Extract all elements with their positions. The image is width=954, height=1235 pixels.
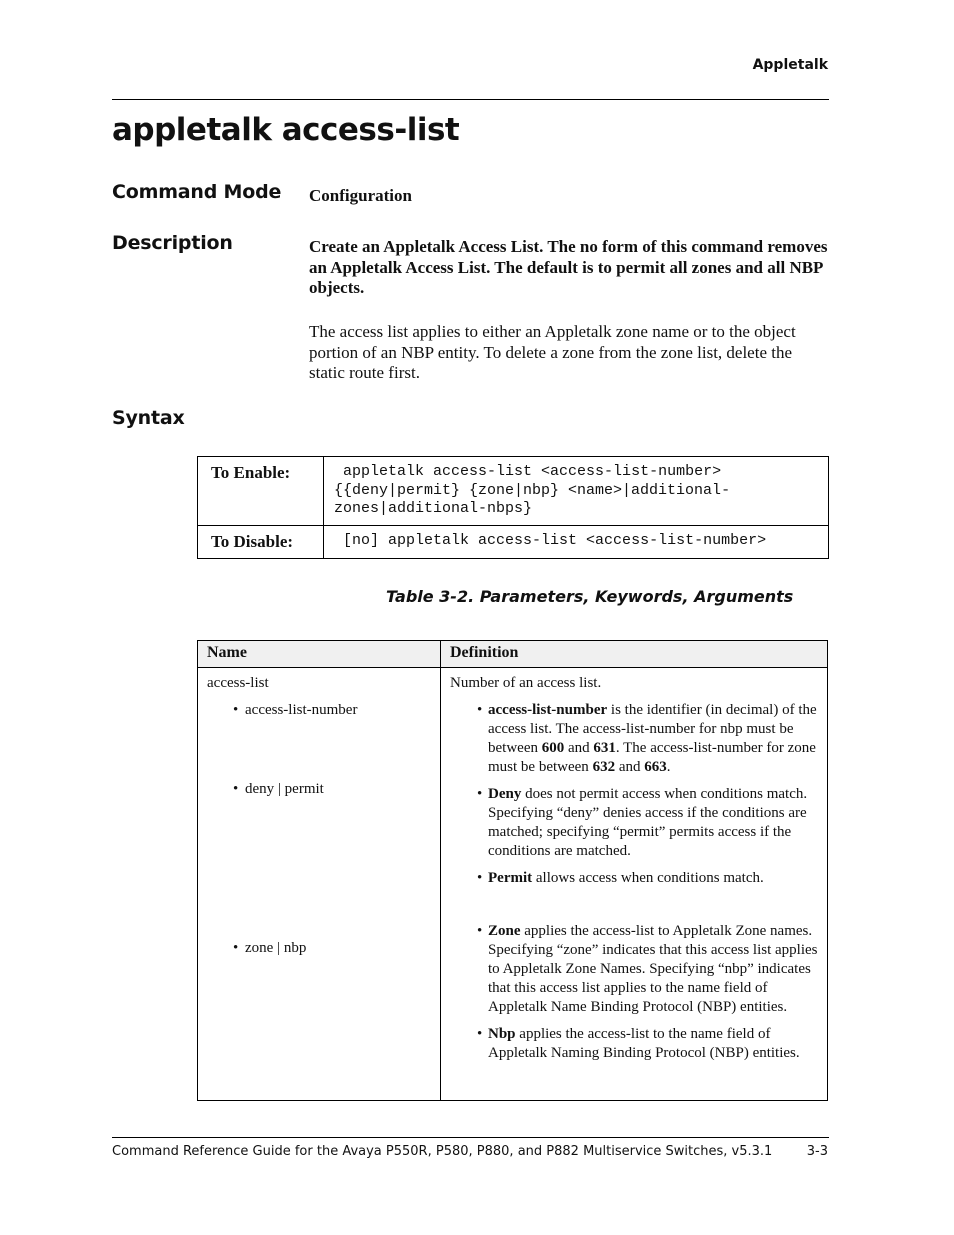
def-permit: • Permit allows access when conditions match. [450, 869, 818, 888]
definition-cell [441, 668, 828, 1101]
table-row [198, 668, 828, 1101]
name-access-list: access-list [207, 675, 269, 691]
column-header-definition: Definition [441, 641, 828, 668]
disable-label: To Disable: [198, 526, 324, 559]
def-access-list-number: • access-list-number is the identifier (in decimal) of the access list. The access-list-number for nbp must be between 600 and 631. The access-list-number for zone must be between 632 and 663. [450, 701, 818, 777]
syntax-disable-row [198, 526, 829, 559]
page-title: appletalk access-list [112, 112, 460, 148]
running-head: Appletalk [752, 57, 828, 73]
def-zone: • Zone applies the access-list to Appletalk Zone names. Specifying “zone” indicates that this access list applies to Appletalk Zone Names. Specifying “nbp” indicates that this access list applies to the name field of Appletalk Name Binding Protocol (NBP) entities. [450, 922, 818, 1017]
page-number: 3-3 [806, 1144, 828, 1159]
def-nbp: • Nbp applies the access-list to the name field of Appletalk Naming Binding Protocol (NBP) entities. [450, 1025, 818, 1063]
disable-command: [no] appletalk access-list <access-list-number> [324, 526, 829, 559]
syntax-enable-row [198, 457, 829, 526]
name-cell [198, 668, 441, 1101]
description-detail: The access list applies to either an Appletalk zone name or to the object portion of an NBP entity. To delete a zone from the zone list, delete the static route first. [309, 322, 796, 382]
def-deny: • Deny does not permit access when conditions match. Specifying “deny” denies access if the conditions are matched; specifying “permit” permits access if the conditions are matched. [450, 785, 818, 861]
header-rule [112, 99, 829, 100]
description-heading: Description [112, 232, 233, 254]
syntax-table [197, 456, 829, 559]
command-mode-heading: Command Mode [112, 181, 282, 203]
name-access-list-number: • access-list-number [207, 701, 431, 720]
name-zone-nbp: • zone | nbp [207, 939, 431, 958]
table-caption: Table 3-2. Parameters, Keywords, Arguments [386, 587, 794, 606]
def-access-list: Number of an access list. [450, 675, 602, 691]
parameters-table [197, 640, 828, 1101]
enable-label: To Enable: [198, 457, 324, 526]
footer-rule [112, 1137, 829, 1138]
column-header-name: Name [198, 641, 441, 668]
description-summary: Create an Appletalk Access List. The no form of this command removes an Appletalk Access List. The default is to permit all zones and all NBP objects. [309, 237, 828, 297]
table-header-row [198, 641, 828, 668]
enable-command: appletalk access-list <access-list-number> {{deny|permit} {zone|nbp} <name>|additional- zones|additional-nbps} [324, 457, 829, 526]
syntax-heading: Syntax [112, 407, 185, 429]
command-mode-value: Configuration [309, 186, 412, 205]
name-deny-permit: • deny | permit [207, 780, 431, 799]
footer-title: Command Reference Guide for the Avaya P550R, P580, P880, and P882 Multiservice Switches, v5.3.1 [112, 1144, 773, 1159]
